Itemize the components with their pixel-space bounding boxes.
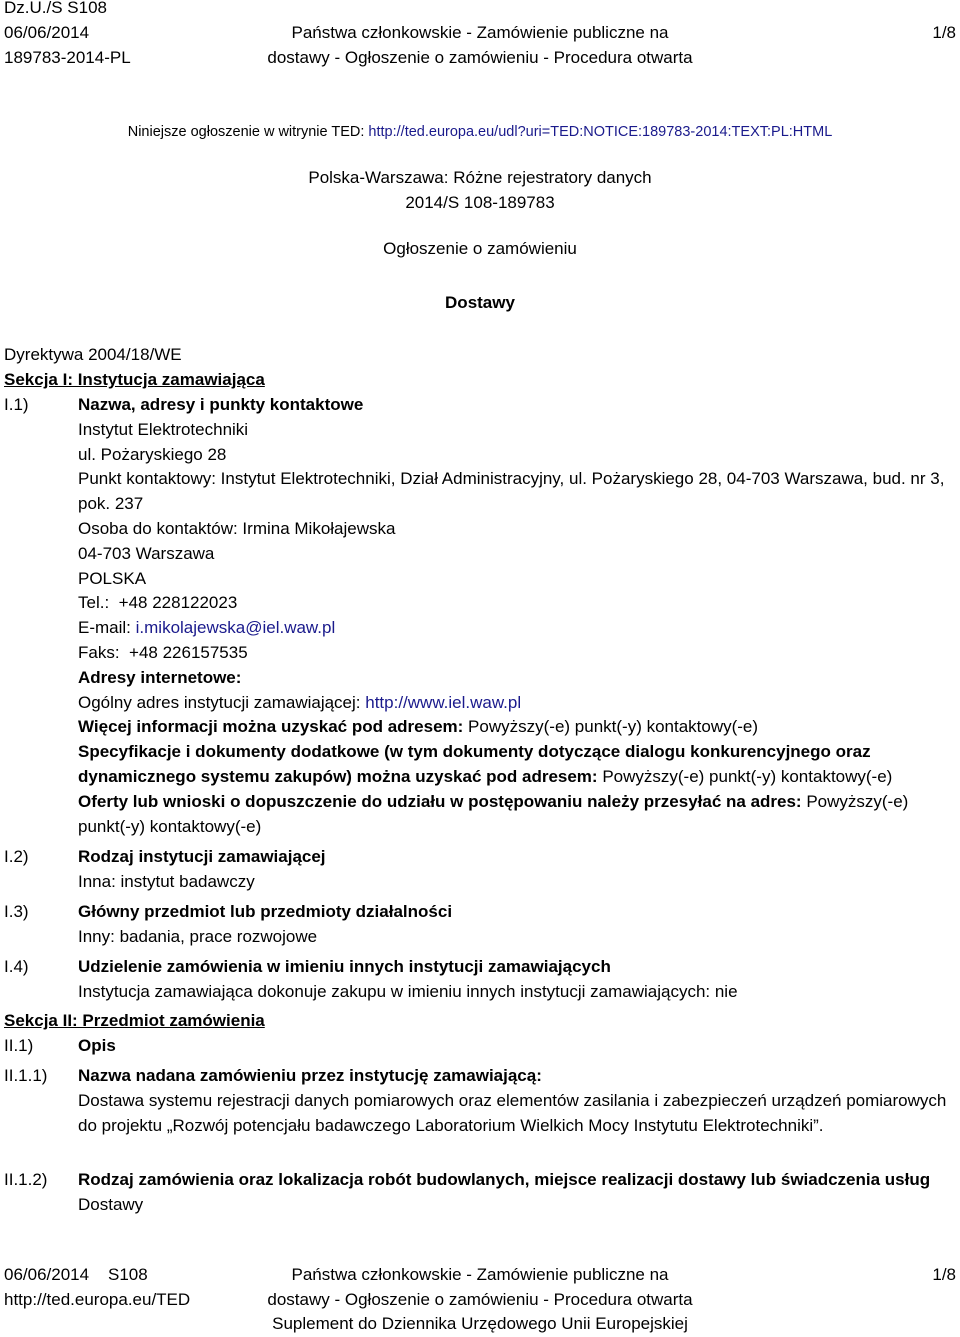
- footer-title-line1: Państwa członkowskie - Zamówienie publiczne na: [291, 1265, 669, 1284]
- section-1-2-number: I.2): [4, 847, 29, 866]
- header-date: 06/06/2014: [4, 23, 90, 42]
- section-1-2-title: Rodzaj instytucji zamawiającej: [78, 847, 326, 866]
- email-label: E-mail:: [78, 618, 136, 638]
- phone-value: +48 228122023: [118, 593, 238, 613]
- section-1-3-body: [78, 900, 948, 950]
- section-1-1-title: Nazwa, adresy i punkty kontaktowe: [78, 395, 364, 414]
- notice-reference: 2014/S 108-189783: [405, 193, 555, 212]
- directive: Dyrektywa 2004/18/WE: [4, 345, 182, 364]
- section-1-3-value: Inny: badania, prace rozwojowe: [78, 926, 318, 946]
- section-1-4-value: Instytucja zamawiająca dokonuje zakupu w imieniu innych instytucji zamawiających: nie: [78, 981, 738, 1001]
- notice-title: Polska-Warszawa: Różne rejestratory danych: [308, 168, 652, 187]
- email-row: [78, 616, 948, 641]
- section-2-1-number: II.1): [4, 1036, 34, 1055]
- ted-notice-prefix: Niniejsze ogłoszenie w witrynie TED:: [127, 124, 369, 140]
- section-2-1-2-body: [78, 1168, 948, 1218]
- section-1-4-number: I.4): [4, 957, 29, 976]
- postal-city: 04-703 Warszawa: [78, 543, 215, 563]
- section-2-1-2-number: II.1.2): [4, 1170, 48, 1189]
- more-info-value: Powyższy(-e) punkt(-y) kontaktowy(-e): [468, 717, 759, 737]
- general-address-row: [78, 691, 948, 716]
- email-link[interactable]: i.mikolajewska@iel.waw.pl: [135, 618, 336, 638]
- section-1-2-value: Inna: instytut badawczy: [78, 871, 255, 891]
- contact-person: Osoba do kontaktów: Irmina Mikołajewska: [78, 518, 396, 538]
- offers-value: Powyższy(-e) punkt(-y) kontaktowy(-e): [78, 791, 909, 836]
- footer-supplement: Suplement do Dziennika Urzędowego Unii Europejskiej: [272, 1314, 688, 1333]
- footer-title-line2: dostawy - Ogłoszenie o zamówieniu - Procedura otwarta: [267, 1290, 693, 1309]
- section-1-3-title: Główny przedmiot lub przedmioty działalności: [78, 902, 453, 921]
- organisation-name: Instytut Elektrotechniki: [78, 419, 249, 439]
- offers-row: [78, 790, 948, 840]
- contact-point: Punkt kontaktowy: Instytut Elektrotechniki, Dział Administracyjny, ul. Pożaryskiego 28, 04-703 Warszawa, bud. nr 3, pok. 237: [78, 469, 945, 514]
- country: POLSKA: [78, 568, 147, 588]
- section-2-1-title: Opis: [78, 1036, 116, 1055]
- section-1-4-body: [78, 955, 948, 1005]
- footer-page: 1/8: [932, 1265, 956, 1284]
- section-1-1-body: [78, 393, 948, 839]
- general-address-label: Ogólny adres instytucji zamawiającej:: [78, 692, 366, 712]
- fax-value: +48 226157535: [129, 642, 248, 662]
- header-title-line1: Państwa członkowskie - Zamówienie publiczne na: [291, 23, 669, 42]
- fax-label: Faks:: [78, 642, 120, 662]
- header-title-line2: dostawy - Ogłoszenie o zamówieniu - Procedura otwarta: [267, 48, 693, 67]
- section-1-1-number: I.1): [4, 395, 29, 414]
- internet-addresses-label: Adresy internetowe:: [78, 667, 242, 687]
- section-1-title: Sekcja I: Instytucja zamawiająca: [4, 370, 265, 389]
- general-address-link[interactable]: http://www.iel.waw.pl: [365, 692, 522, 712]
- street-address: ul. Pożaryskiego 28: [78, 444, 227, 464]
- section-2-title: Sekcja II: Przedmiot zamówienia: [4, 1011, 265, 1030]
- offers-label: Oferty lub wnioski o dopuszczenie do udziału w postępowaniu należy przesyłać na adres:: [78, 791, 802, 811]
- section-1-3-number: I.3): [4, 902, 29, 921]
- fax-row: [78, 641, 948, 666]
- header-notice-id: 189783-2014-PL: [4, 48, 131, 67]
- notice-category: Dostawy: [445, 293, 515, 312]
- contract-title: Dostawa systemu rejestracji danych pomiarowych oraz elementów zasilania i zabezpieczeń urządzeń pomiarowych do projektu „Rozwój potencjału badawczego Laboratorium Wielkich Mocy Instytutu Elektrotechniki”.: [78, 1090, 947, 1135]
- specs-label: Specyfikacje i dokumenty dodatkowe (w tym dokumenty dotyczące dialogu konkurencyjnego oraz dynamicznego systemu zakupów) można uzyskać pod adresem:: [78, 742, 871, 786]
- phone-label: Tel.:: [78, 593, 110, 613]
- footer-date: 06/06/2014: [4, 1265, 90, 1284]
- phone-row: [78, 591, 948, 616]
- section-2-1-2-title: Rodzaj zamówienia oraz lokalizacja robót budowlanych, miejsce realizacji dostawy lub świadczenia usług: [78, 1170, 931, 1189]
- ted-notice: [0, 120, 960, 145]
- contract-type: Dostawy: [78, 1194, 144, 1214]
- header-page: 1/8: [932, 23, 956, 42]
- notice-type: Ogłoszenie o zamówieniu: [383, 239, 577, 258]
- section-2-1-1-body: [78, 1064, 948, 1138]
- more-info-row: [78, 715, 948, 740]
- footer-series: S108: [108, 1265, 148, 1284]
- header-journal: Dz.U./S S108: [4, 0, 107, 17]
- more-info-label: Więcej informacji można uzyskać pod adresem:: [78, 717, 464, 737]
- section-1-4-title: Udzielenie zamówienia w imieniu innych instytucji zamawiających: [78, 957, 611, 976]
- footer-url: http://ted.europa.eu/TED: [4, 1290, 191, 1309]
- specs-value: Powyższy(-e) punkt(-y) kontaktowy(-e): [602, 766, 893, 786]
- section-2-1-1-title: Nazwa nadana zamówieniu przez instytucję zamawiającą:: [78, 1066, 542, 1085]
- section-1-2-body: [78, 845, 948, 895]
- specs-row: [78, 740, 948, 790]
- ted-notice-link[interactable]: http://ted.europa.eu/udl?uri=TED:NOTICE:189783-2014:TEXT:PL:HTML: [368, 124, 833, 140]
- section-2-1-1-number: II.1.1): [4, 1066, 48, 1085]
